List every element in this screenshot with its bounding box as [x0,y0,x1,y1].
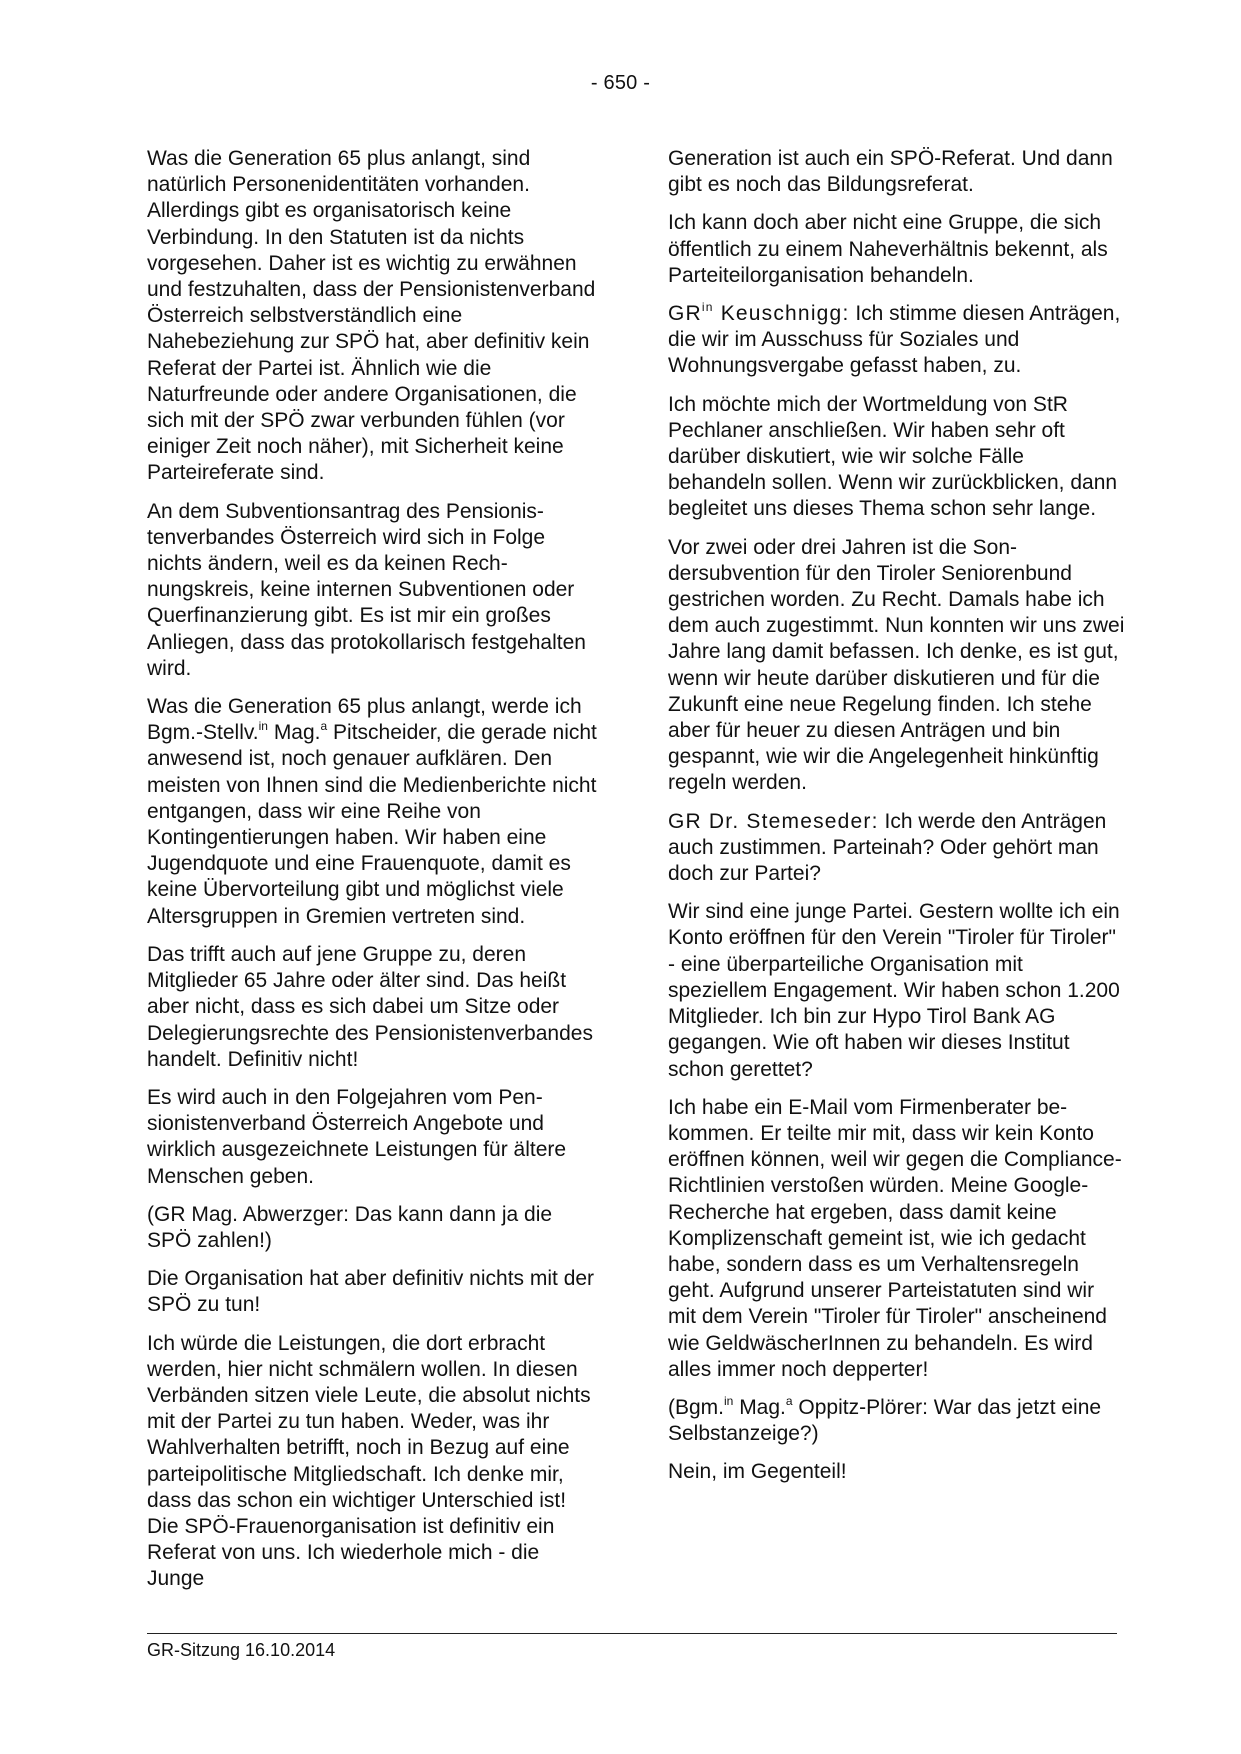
paragraph [147,694,602,930]
superscript: in [701,300,714,315]
interjection: (GR Mag. Abwerzger: Das kann dann ja die SPÖ zahlen!) [147,1202,553,1252]
text-run: Mag. [267,721,321,745]
paragraph: Wir sind eine junge Partei. Gestern wollte ich ein Konto eröffnen für den Verein "Tiroler für Tiroler" - eine überparteiliche Organisation mit speziellem Engagement. Wir haben schon 1.200 Mitglieder. Ich bin zur Hypo Tirol Bank AG gegangen. Wie oft haben wir dieses Institut schon gerettet? [668,900,1120,1081]
paragraph [668,809,1126,888]
text-run: Mag. [733,1395,786,1419]
paragraph: Das trifft auch auf jene Gruppe zu, deren Mitglieder 65 Jahre oder älter sind. Das heißt aber nicht, dass es sich dabei um Sitze oder Delegierungsrechte des Pensionistenverbandes handelt. Definitiv nicht! [147,942,593,1071]
speaker-title: GR [668,302,702,326]
text-run: Was die Generation 65 plus anlangt, werde ich Bgm.-Stellv. [147,695,582,745]
speaker-name [668,302,849,325]
paragraph: Ich würde die Leistungen, die dort erbracht werden, hier nicht schmälern wollen. In diesen Verbänden sitzen viele Leute, die absolut nichts mit der Partei zu tun haben. Weder, was ihr Wahlverhalten betrifft, noch in Bezug auf eine parteipolitische Mitgliedschaft. Ich denke mir, dass das schon ein wichtiger Unterschied ist! Die SPÖ-Frauenorganisation ist definitiv ein Referat von uns. Ich wiederhole mich - die Junge [147,1331,591,1591]
speaker-name: GR Dr. Stemeseder: [668,809,879,833]
superscript: in [258,719,268,734]
paragraph: Generation ist auch ein SPÖ-Referat. Und dann gibt es noch das Bildungsreferat. [668,147,1113,197]
paragraph: Nein, im Gegenteil! [668,1460,847,1484]
paragraph: An dem Subventionsantrag des Pensionistenverbandes Österreich wird sich in Folge nichts ändern, weil es da keinen Rechnungskreis, keine internen Subventionen oder Querfinanzierung gibt. Es ist mir ein großes Anliegen, dass das protokollarisch festgehalten wird. [147,499,586,680]
footer-session-date: GR-Sitzung 16.10.2014 [147,1640,336,1660]
left-column [147,146,602,1605]
right-column [668,146,1126,1498]
paragraph: Was die Generation 65 plus anlangt, sind natürlich Personenidentitäten vorhanden. Allerdings gibt es organisatorisch keine Verbindung. In den Statuten ist da nichts vorgesehen. Daher ist es wichtig zu erwähnen und festzuhalten, dass der Pensionistenverband Österreich selbstverständlich eine Nahebeziehung zur SPÖ hat, aber definitiv kein Referat der Partei ist. Ähnlich wie die Naturfreunde oder andere Organisationen, die sich mit der SPÖ zwar verbunden fühlen (vor einiger Zeit noch näher), mit Sicherheit keine Parteireferate sind. [147,147,596,485]
superscript: in [724,1393,734,1408]
text-run: Oppitz-Plörer: War das jetzt eine Selbstanzeige?) [668,1395,1102,1446]
paragraph: Ich habe ein E-Mail vom Firmenberater bekommen. Er teilte mir mit, dass wir kein Konto eröffnen können, weil wir gegen die Compliance-Richtlinien verstoßen würden. Meine Google-Recherche hat ergeben, dass damit keine Komplizenschaft gemeint ist, wie ich gedacht habe, sondern dass es um Verhaltensregeln geht. Aufgrund unserer Parteistatuten sind wir mit dem Verein "Tiroler für Tiroler" anscheinend wie GeldwäscherInnen zu behandeln. Es wird alles immer noch depperter! [668,1095,1122,1381]
paragraph: Es wird auch in den Folgejahren vom Pensionistenverband Österreich Angebote und wirklich ausgezeichnete Leistungen für ältere Menschen geben. [147,1085,567,1188]
speaker-surname: Keuschnigg: [713,302,850,326]
superscript: a [785,1393,793,1408]
paragraph: Die Organisation hat aber definitiv nichts mit der SPÖ zu tun! [147,1267,595,1317]
interjection [668,1395,1126,1447]
superscript: a [320,719,328,734]
text-run: (Bgm. [668,1395,725,1419]
page-number: - 650 - [590,72,651,94]
text-run: Ich werde den Anträgen auch zustimmen. Parteinah? Oder gehört man doch zur Partei? [668,809,1107,886]
footer-divider [147,1633,1117,1634]
text-run: Pitscheider, die gerade nicht anwesend ist, noch genauer aufklären. Den meisten von Ihnen sind die Medienberichte nicht entgangen, dass wir eine Reihe von Kontingentierungen haben. Wir haben eine Jugendquote und eine Frauenquote, damit es keine Übervorteilung gibt und möglichst viele Altersgruppen in Gremien vertreten sind. [147,721,597,928]
paragraph: Vor zwei oder drei Jahren ist die Sondersubvention für den Tiroler Seniorenbund gestrichen worden. Zu Recht. Damals habe ich dem auch zugestimmt. Nun konnten wir uns zwei Jahre lang damit befassen. Ich denke, es ist gut, wenn wir heute darüber diskutieren und für die Zukunft eine neue Regelung finden. Ich stehe aber für heuer zu diesen Anträgen und bin gespannt, wie wir die Angelegenheit hinkünftig regeln werden. [668,535,1125,795]
paragraph: Ich kann doch aber nicht eine Gruppe, die sich öffentlich zu einem Naheverhältnis bekennt, als Parteiteilorganisation behandeln. [668,211,1108,287]
paragraph [668,301,1126,380]
paragraph: Ich möchte mich der Wortmeldung von StR Pechlaner anschließen. Wir haben sehr oft darüber diskutiert, wie wir solche Fälle behandeln sollen. Wenn wir zurückblicken, dann begleitet uns dieses Thema schon sehr lange. [668,392,1118,521]
text-run: Ich stimme diesen Anträgen, die wir im Ausschuss für Soziales und Wohnungsvergabe gefasst haben, zu. [668,302,1121,378]
